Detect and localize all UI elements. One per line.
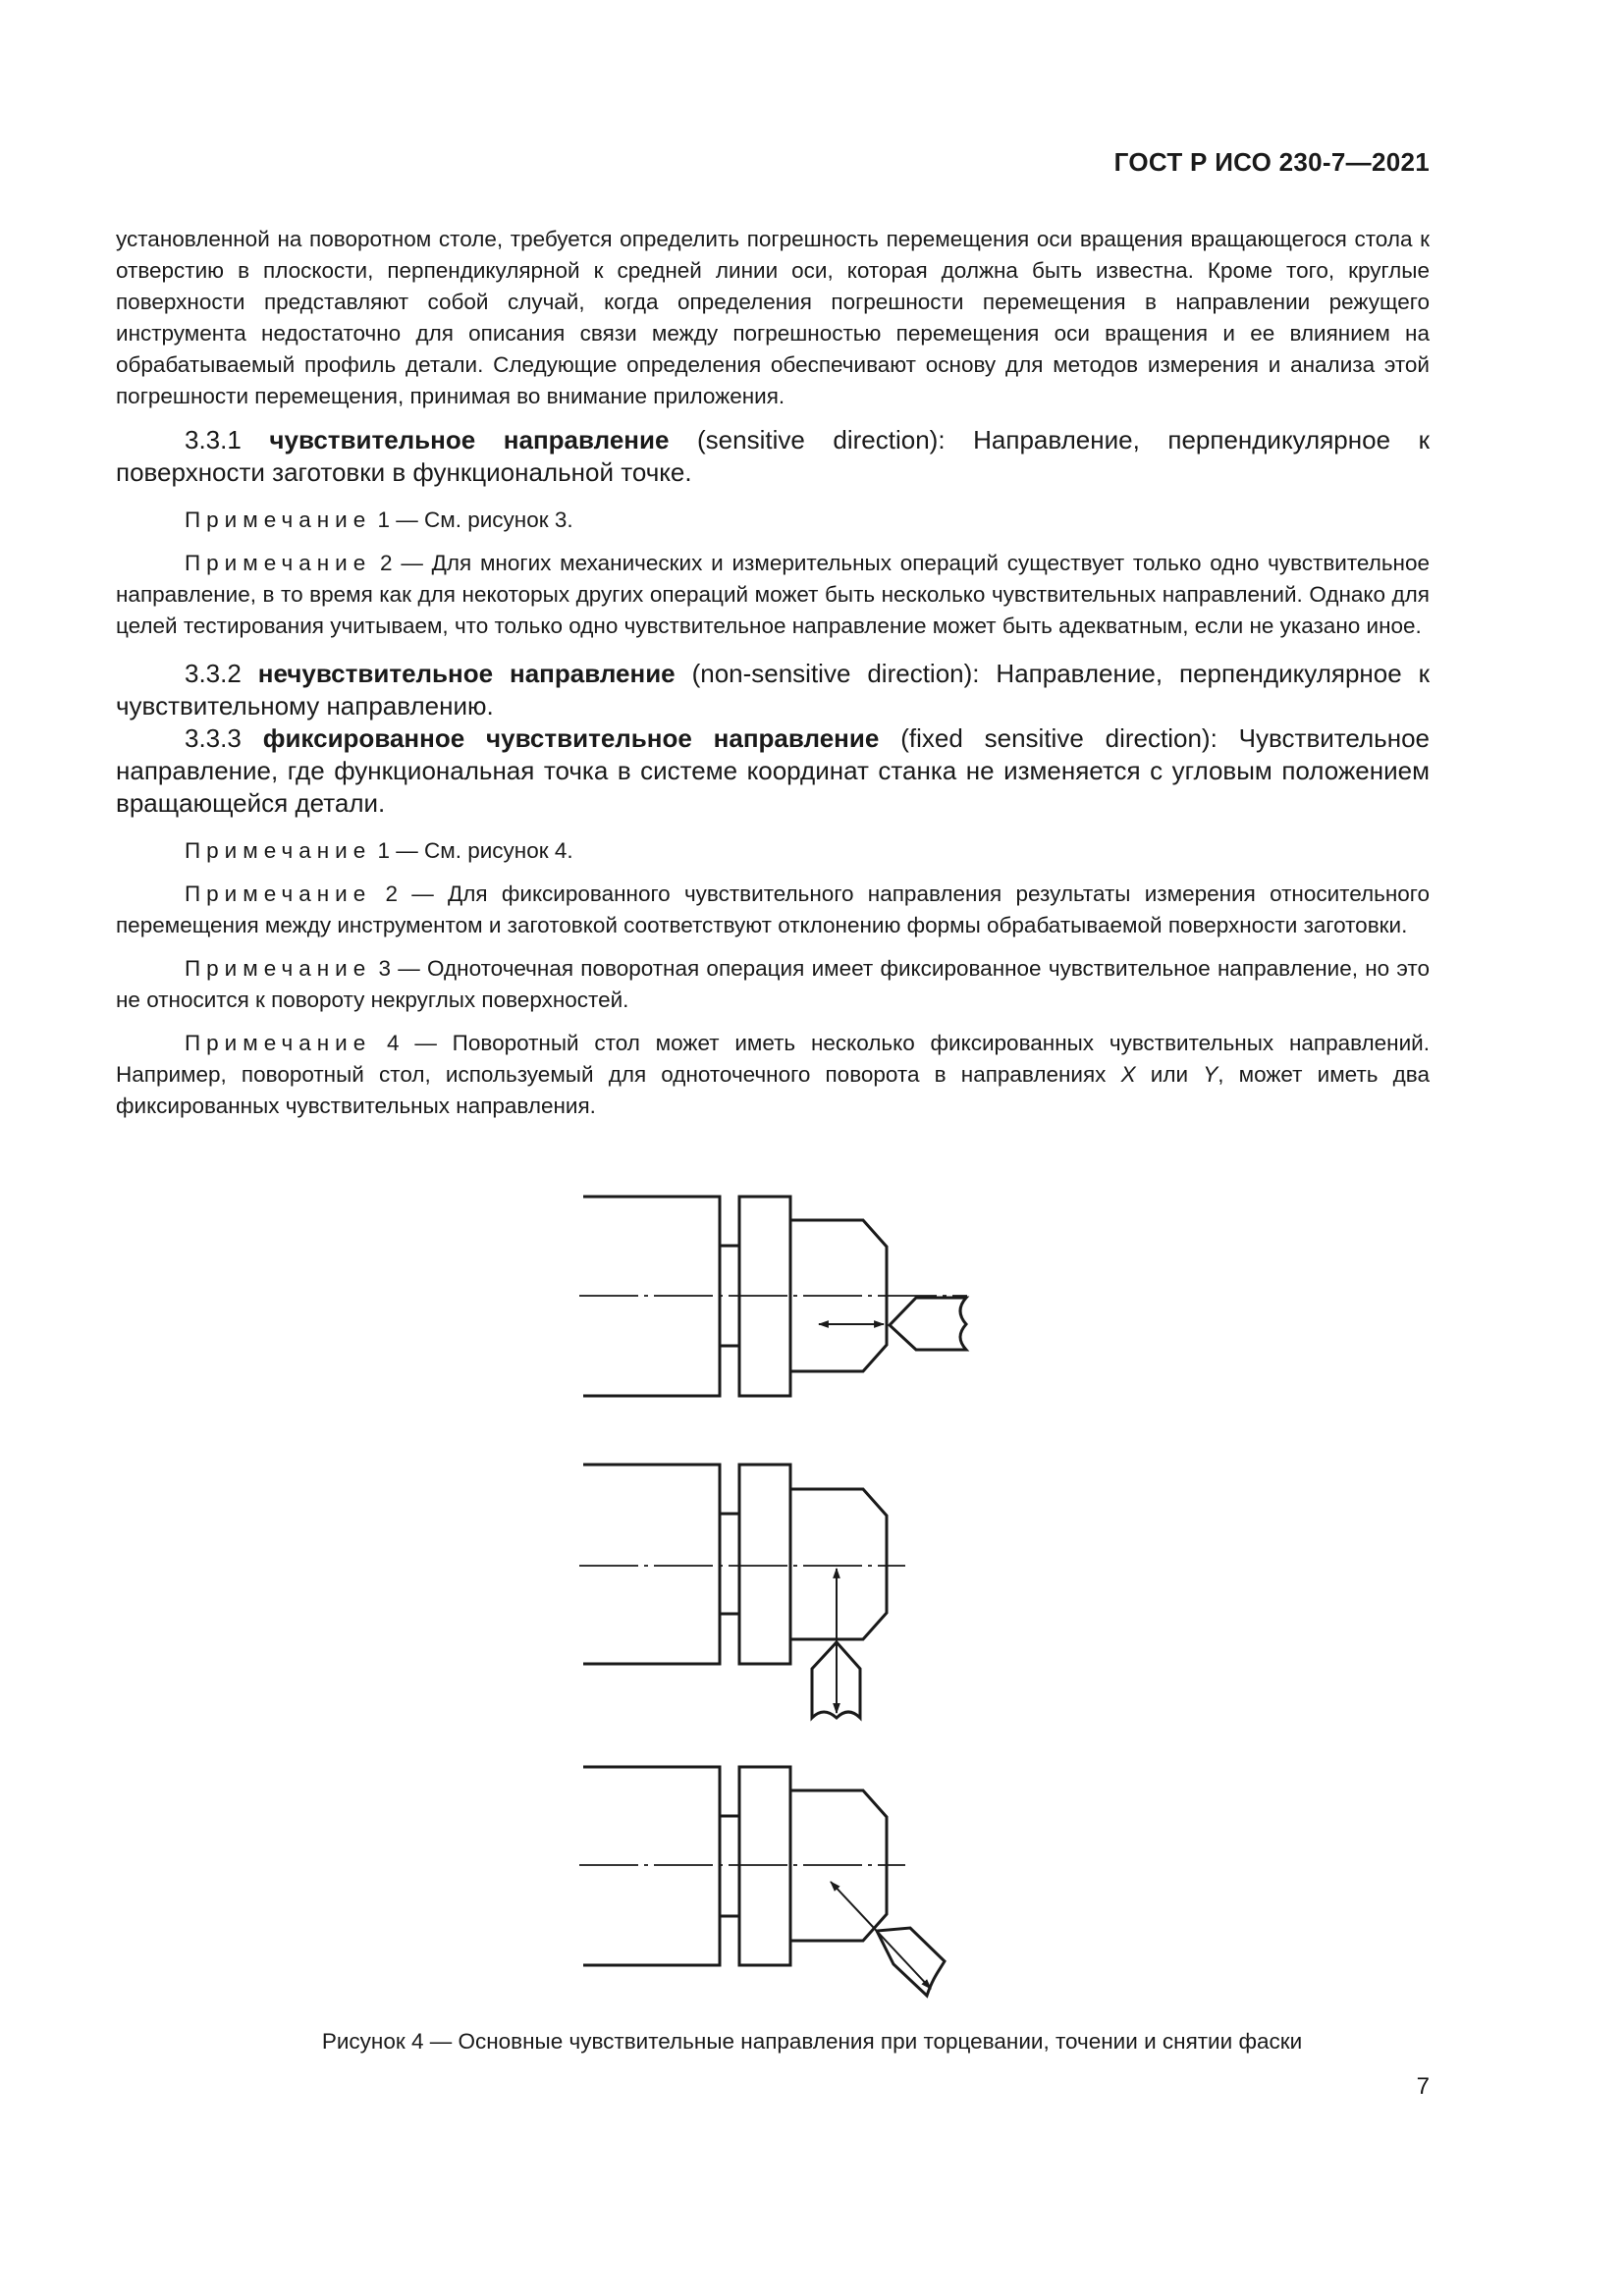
definition-text: (non-sensitive direction): Направление, перпендикулярное к чувствительному направлению. <box>116 659 1430 721</box>
term: чувствительное направление <box>269 425 670 454</box>
facing-diagram <box>579 1197 967 1396</box>
page-number: 7 <box>1416 2073 1430 2100</box>
note-label: Примечание <box>185 838 372 863</box>
axis-x: X <box>1120 1062 1136 1087</box>
term: фиксированное чувствительное направление <box>262 723 880 753</box>
note <box>116 879 1430 941</box>
chamfering-diagram <box>579 1767 945 1996</box>
term: нечувствительное направление <box>257 659 676 688</box>
note-label: Примечание <box>185 881 372 906</box>
intro-paragraph: установленной на поворотном столе, требуется определить погрешность перемещения оси вращения вращающегося стола к отверстию в плоскости, перпендикулярной к средней линии оси, которая должна быть известна. Кроме того, круглые поверхности представляют собой случай, когда определения погрешности перемещения в направлении режущего инструмента недостаточно для описания связи между погрешностью перемещения оси вращения и ее влиянием на обрабатываемый профиль детали. Следующие определения обеспечивают основу для методов измерения и анализа этой погрешности перемещения, принимая во внимание приложения. <box>116 227 1430 408</box>
definition-3-3-3 <box>116 722 1430 820</box>
note-text: 2 — Для многих механических и измерительных операций существует только одно чувствительное направление, в то время как для некоторых других операций может быть несколько чувствительных направлений. Однако для целей тестирования учитываем, что только одно чувствительное направление может быть адекватным, если не указано иное. <box>116 551 1430 638</box>
section-number: 3.3.1 <box>185 425 242 454</box>
note-label: Примечание <box>185 507 372 532</box>
note <box>116 505 1430 536</box>
definition-3-3-2 <box>116 658 1430 722</box>
document-header: ГОСТ Р ИСО 230-7—2021 <box>1113 147 1430 177</box>
note-text: 2 — Для фиксированного чувствительного направления результаты измерения относительного перемещения между инструментом и заготовкой соответствуют отклонению формы обрабатываемой поверхности заготовки. <box>116 881 1430 937</box>
note-label: Примечание <box>185 1031 372 1055</box>
turning-diagram <box>579 1465 905 1718</box>
note-text: 4 — Поворотный стол может иметь несколько фиксированных чувствительных направлений. Например, поворотный стол, используемый для одноточечного поворота в направлениях <box>116 1031 1430 1087</box>
figure-4 <box>550 1178 1001 2022</box>
note-text: 3 — Одноточечная поворотная операция имеет фиксированное чувствительное направление, но это не относится к повороту некруглых поверхностей. <box>116 956 1430 1012</box>
note-label: Примечание <box>185 551 372 575</box>
figure-caption: Рисунок 4 — Основные чувствительные направления при торцевании, точении и снятии фаски <box>321 2029 1303 2054</box>
note <box>116 835 1430 867</box>
axis-y: Y <box>1203 1062 1218 1087</box>
definition-text: (fixed sensitive direction): Чувствительное направление, где функциональная точка в системе координат станка не изменяется с угловым положением вращающейся детали. <box>116 723 1430 818</box>
definition-3-3-1 <box>116 424 1430 489</box>
note: Примечание 4 — Поворотный стол может иметь несколько фиксированных чувствительных направлений. Например, поворотный стол, используемый для одноточечного поворота в направлениях X или Y, может иметь два фиксированных чувствительных направления. <box>116 1031 1430 1118</box>
note-label: Примечание <box>185 956 372 981</box>
section-number: 3.3.2 <box>185 659 242 688</box>
note-text: 1 — См. рисунок 4. <box>371 838 573 863</box>
note <box>116 548 1430 642</box>
note-text: 1 — См. рисунок 3. <box>371 507 573 532</box>
definition-text: (sensitive direction): Направление, перпендикулярное к поверхности заготовки в функциональной точке. <box>116 425 1430 487</box>
note <box>116 953 1430 1016</box>
body-text <box>116 224 1430 1122</box>
section-number: 3.3.3 <box>185 723 242 753</box>
